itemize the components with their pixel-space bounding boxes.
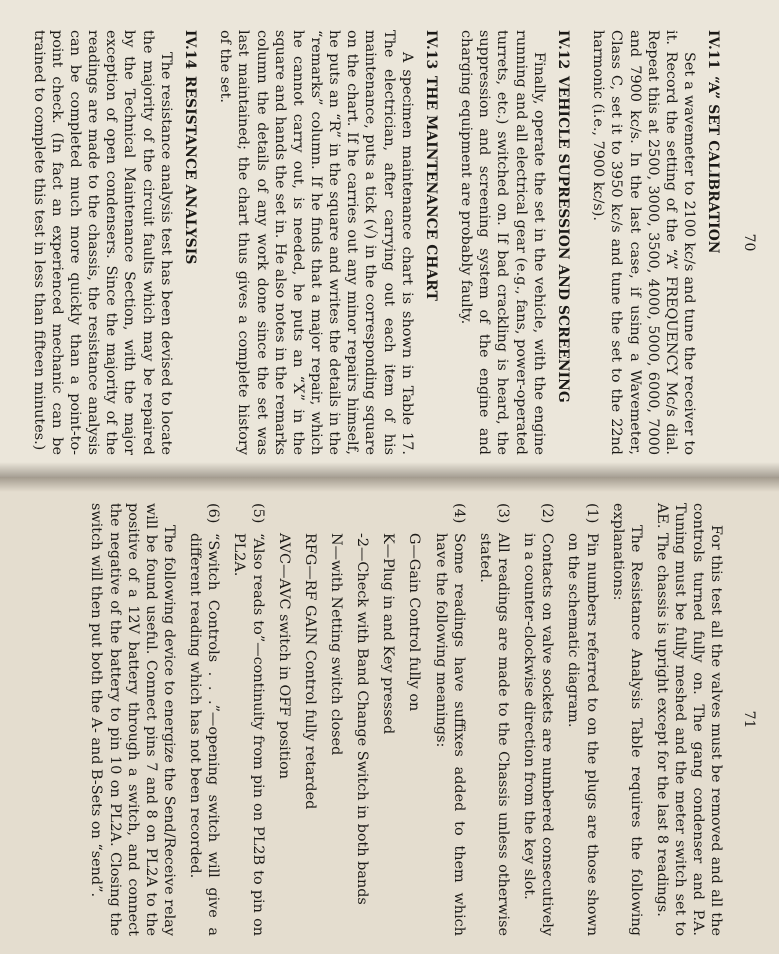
section-number: IV.12	[555, 30, 572, 70]
section-heading	[554, 30, 571, 455]
section-title: THE MAINTENANCE CHART	[423, 76, 440, 301]
numbered-item	[431, 503, 467, 936]
section-maintenance-chart	[216, 30, 439, 455]
section-title: “A” SET CALIBRATION	[705, 76, 722, 254]
section-vehicle-supression	[457, 30, 571, 455]
numbered-item	[186, 503, 222, 936]
suffix-list	[275, 533, 424, 936]
item-number: (2)	[539, 503, 556, 524]
item-text: “Switch Controls . . .”—opening switch will give a different reading which has not been recorded.	[187, 533, 222, 936]
suffix-entry: K—Plug in and Key pressed	[380, 533, 397, 735]
section-a-set-calibration	[589, 30, 721, 455]
right-page	[0, 477, 779, 954]
page-number: 70	[741, 233, 757, 252]
numbered-item	[520, 503, 556, 936]
section-number: IV.11	[705, 30, 722, 70]
item-number: (4)	[450, 503, 467, 524]
page-number: 71	[741, 710, 757, 729]
item-text: Pin numbers referred to on the plugs are those shown on the schematic diagram.	[565, 533, 600, 936]
section-heading	[422, 30, 439, 455]
item-text: All readings are made to the Chassis unless otherwise stated.	[476, 533, 511, 936]
section-number: IV.14	[182, 30, 199, 70]
section-title: VEHICLE SUPRESSION AND SCREENING	[555, 76, 572, 403]
section-heading	[704, 30, 721, 455]
item-text: Some readings have suffixes added to them which have the following meanings:	[432, 533, 467, 936]
section-number: IV.13	[423, 30, 440, 70]
item-text: “Also reads to”—continuity from pin on PL2B to pin on PL2A.	[231, 533, 266, 936]
paragraph: The resistance analysis test has been devised to locate the majority of the circuit faults which may be repaired by the Technical Maintenance Section, with the major exception of open condensers. Since the majority of the readings are made to the chassis, the resistance analysis can be completed much more quickly than a point-to-point check. (In fact an experienced mechanic can be trained to complete this test in less than fifteen minutes.)	[30, 30, 174, 455]
suffix-entry: -2—Check with Band Change Switch in both bands	[354, 533, 371, 905]
paragraph: The Resistance Analysis Table requires the following explanations:	[609, 503, 644, 936]
item-text: Contacts on valve sockets are numbered consecutively in a counter-clockwise direction from the key slot.	[521, 533, 556, 936]
suffix-entry: RFG—RF GAIN Control fully retarded	[301, 533, 318, 810]
book-gutter	[0, 462, 779, 492]
paragraph: The following device to energize the Send/Receive relay will be found useful. Connect pins 7 and 8 on PL2A to the positive of a 12V battery through a switch, and connect the negative of the battery to pin 10 on PL2A. Closing the switch will then put both the A- and B-Sets on “send”.	[88, 503, 177, 936]
paragraph: A specimen maintenance chart is shown in Table 17. The electrician, after carrying out each item of his maintenance, puts a tick (√) in the corresponding square on the chart. If he carries out any minor repairs himself, he puts an “R” in the square and writes the details in the “remarks” column. If he finds that a major repair, which he cannot carry out, is needed, he puts an “X” in the square and hands the set in. He also notes in the remarks column the details of any work done since the set was last maintained; the chart thus gives a complete history of the set.	[217, 30, 415, 455]
item-number: (5)	[249, 503, 266, 524]
paragraph: Finally, operate the set in the vehicle, with the engine running and all electrical gear (e.g., fans, power-operated turrets, etc.) switched on. If bad crackling is heard, the suppression and screening system of the engine and charging equipment are probably faulty.	[458, 30, 547, 455]
suffix-entry: AVC—AVC switch in OFF position	[275, 533, 292, 780]
section-resistance-analysis	[30, 30, 199, 455]
paragraph: For this test all the valves must be removed and all the controls turned fully on. The gang condenser and P.A. Tuning must be fully meshed and the meter switch set to AE. The chassis is upright except for the last 8 readings.	[653, 503, 725, 936]
item-number: (1)	[583, 503, 600, 524]
item-number: (3)	[494, 503, 511, 524]
numbered-item	[476, 503, 512, 936]
section-title: RESISTANCE ANALYSIS	[182, 76, 199, 265]
item-number: (6)	[205, 503, 222, 524]
suffix-entry: N—with Netting switch closed	[327, 533, 344, 756]
numbered-item	[564, 503, 600, 936]
paragraph: Set a wavemeter to 2100 kc/s and tune the receiver to it. Record the setting of the “A” FREQUENCY Mc/s dial. Repeat this at 2500, 3000, 3500, 4000, 5000, 6000, 7000 and 7900 kc/s. In the last case, if using a Wavemeter, Class C, set it to 3950 kc/s and tune the set to the 22nd harmonic (i.e., 7900 kc/s).	[590, 30, 697, 455]
suffix-entry: G—Gain Control fully on	[406, 533, 423, 712]
numbered-item	[230, 503, 266, 936]
section-heading	[181, 30, 198, 455]
